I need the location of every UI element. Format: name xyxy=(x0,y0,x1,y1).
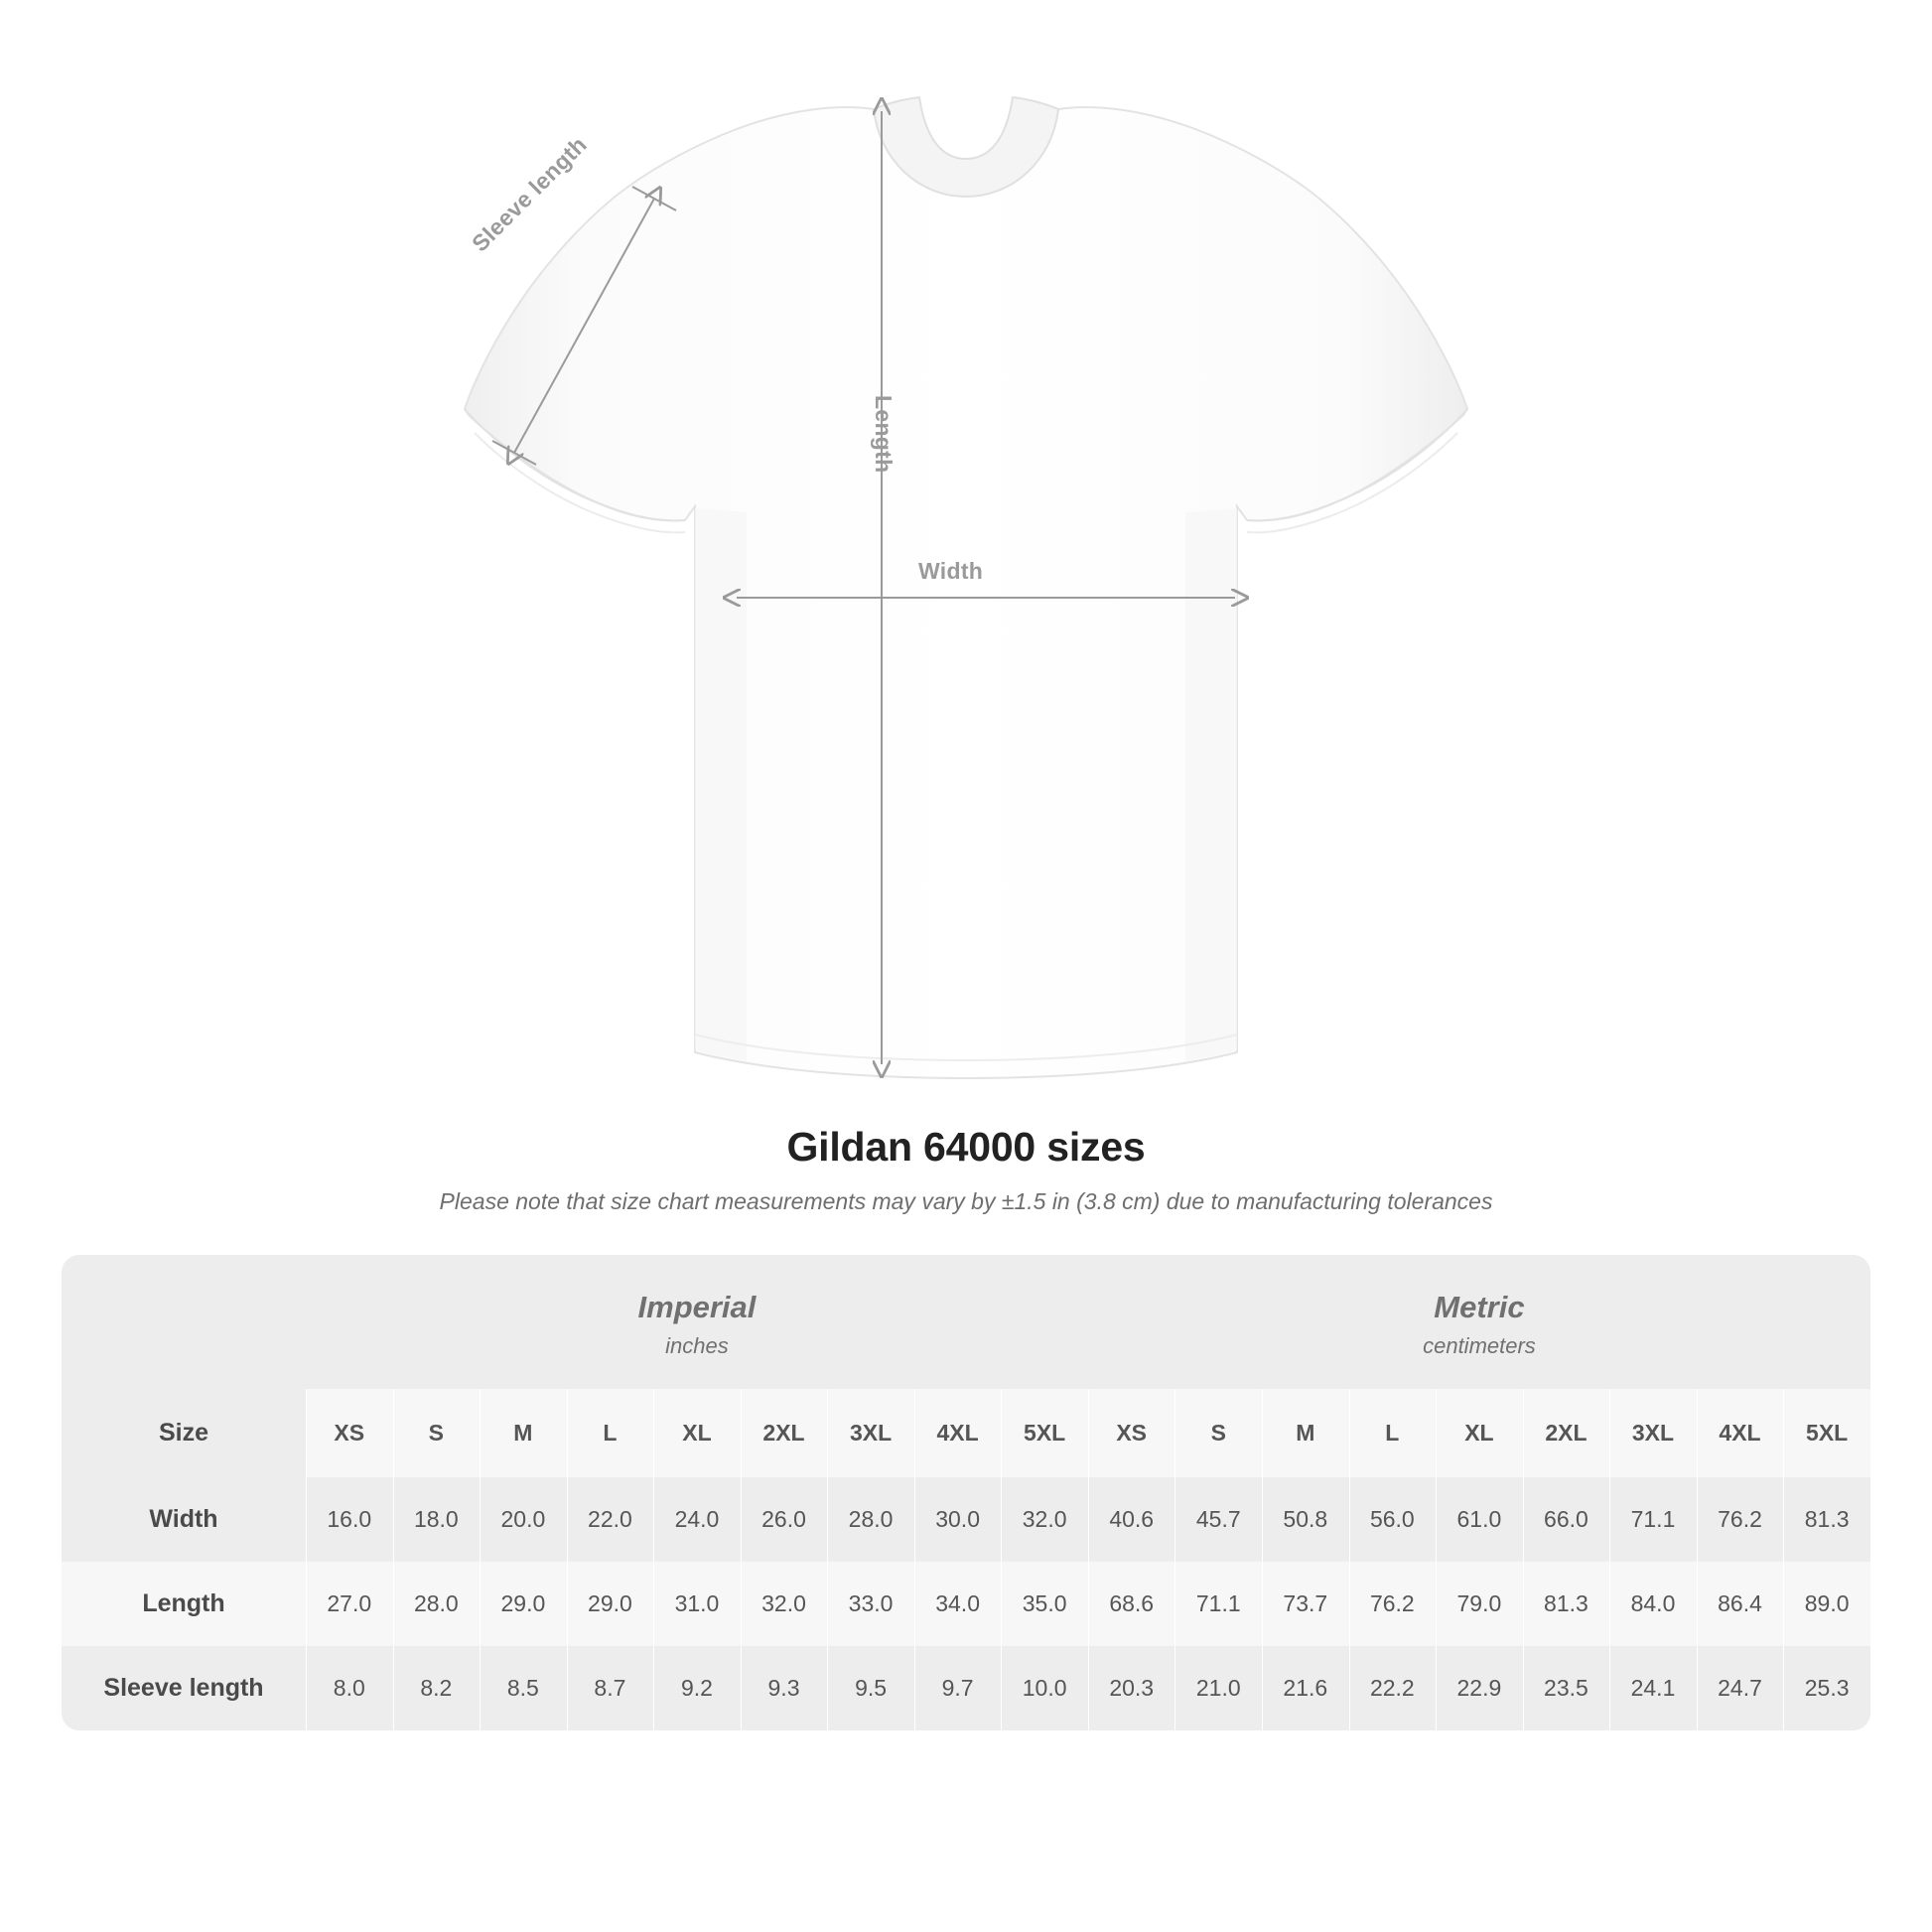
sleeve-cell-8: 10.0 xyxy=(1001,1646,1088,1730)
sleeve-cell-10: 21.0 xyxy=(1174,1646,1262,1730)
row-label-length: Length xyxy=(62,1562,306,1646)
size-header-cell-12: L xyxy=(1349,1389,1437,1477)
length-cell-13: 79.0 xyxy=(1436,1562,1523,1646)
width-dimension-label: Width xyxy=(918,558,984,584)
unit-group-imperial xyxy=(306,1255,1088,1389)
size-header-cell-3: L xyxy=(567,1389,654,1477)
unit-group-metric-sub: centimeters xyxy=(1423,1332,1536,1358)
size-table xyxy=(62,1255,1870,1730)
size-header-cell-2: M xyxy=(480,1389,567,1477)
size-header-cell-10: S xyxy=(1174,1389,1262,1477)
unit-header-row xyxy=(62,1255,1870,1389)
width-cell-1: 18.0 xyxy=(393,1477,481,1562)
width-cell-3: 22.0 xyxy=(567,1477,654,1562)
sleeve-cell-6: 9.5 xyxy=(827,1646,914,1730)
width-cell-8: 32.0 xyxy=(1001,1477,1088,1562)
sleeve-cell-12: 22.2 xyxy=(1349,1646,1437,1730)
width-cell-9: 40.6 xyxy=(1088,1477,1175,1562)
tolerance-note: Please note that size chart measurements may vary by ±1.5 in (3.8 cm) due to manufacturing tolerances xyxy=(439,1188,1493,1214)
length-cell-15: 84.0 xyxy=(1609,1562,1697,1646)
width-cell-10: 45.7 xyxy=(1174,1477,1262,1562)
width-cell-2: 20.0 xyxy=(480,1477,567,1562)
sleeve-cell-4: 9.2 xyxy=(653,1646,741,1730)
table-row-length xyxy=(62,1562,1870,1646)
size-header-cell-9: XS xyxy=(1088,1389,1175,1477)
length-cell-10: 71.1 xyxy=(1174,1562,1262,1646)
row-label-width: Width xyxy=(62,1477,306,1562)
size-header-cell-8: 5XL xyxy=(1001,1389,1088,1477)
sleeve-cell-17: 25.3 xyxy=(1783,1646,1870,1730)
width-cell-15: 71.1 xyxy=(1609,1477,1697,1562)
size-header-row xyxy=(62,1389,1870,1477)
length-cell-9: 68.6 xyxy=(1088,1562,1175,1646)
title-block xyxy=(0,1124,1932,1215)
sleeve-cell-2: 8.5 xyxy=(480,1646,567,1730)
sleeve-cell-16: 24.7 xyxy=(1697,1646,1784,1730)
unit-group-metric-name: Metric xyxy=(1434,1290,1525,1324)
sleeve-cell-7: 9.7 xyxy=(914,1646,1002,1730)
sleeve-cell-1: 8.2 xyxy=(393,1646,481,1730)
length-cell-6: 33.0 xyxy=(827,1562,914,1646)
sleeve-cell-0: 8.0 xyxy=(306,1646,393,1730)
size-header-cell-11: M xyxy=(1262,1389,1349,1477)
size-table-wrapper xyxy=(62,1255,1870,1730)
length-cell-8: 35.0 xyxy=(1001,1562,1088,1646)
size-header-cell-17: 5XL xyxy=(1783,1389,1870,1477)
length-cell-2: 29.0 xyxy=(480,1562,567,1646)
page-title: Gildan 64000 sizes xyxy=(786,1124,1146,1170)
length-dimension-label: Length xyxy=(871,395,897,474)
sleeve-cell-14: 23.5 xyxy=(1523,1646,1610,1730)
width-cell-17: 81.3 xyxy=(1783,1477,1870,1562)
size-header-cell-13: XL xyxy=(1436,1389,1523,1477)
unit-group-metric xyxy=(1088,1255,1870,1389)
length-cell-12: 76.2 xyxy=(1349,1562,1437,1646)
table-row-width xyxy=(62,1477,1870,1562)
unit-group-imperial-name: Imperial xyxy=(637,1290,757,1324)
size-header-cell-1: S xyxy=(393,1389,481,1477)
length-cell-11: 73.7 xyxy=(1262,1562,1349,1646)
length-cell-5: 32.0 xyxy=(741,1562,828,1646)
width-cell-16: 76.2 xyxy=(1697,1477,1784,1562)
sleeve-cell-3: 8.7 xyxy=(567,1646,654,1730)
length-cell-17: 89.0 xyxy=(1783,1562,1870,1646)
sleeve-cell-15: 24.1 xyxy=(1609,1646,1697,1730)
width-cell-4: 24.0 xyxy=(653,1477,741,1562)
size-header-cell-0: XS xyxy=(306,1389,393,1477)
size-header-cell-14: 2XL xyxy=(1523,1389,1610,1477)
width-cell-12: 56.0 xyxy=(1349,1477,1437,1562)
width-cell-14: 66.0 xyxy=(1523,1477,1610,1562)
width-cell-13: 61.0 xyxy=(1436,1477,1523,1562)
row-label-sleeve-length: Sleeve length xyxy=(62,1646,306,1730)
unit-group-imperial-sub: inches xyxy=(665,1332,729,1358)
sleeve-cell-11: 21.6 xyxy=(1262,1646,1349,1730)
size-header-cell-15: 3XL xyxy=(1609,1389,1697,1477)
sleeve-cell-9: 20.3 xyxy=(1088,1646,1175,1730)
width-cell-11: 50.8 xyxy=(1262,1477,1349,1562)
size-header-cell-4: XL xyxy=(653,1389,741,1477)
size-header-cell-5: 2XL xyxy=(741,1389,828,1477)
length-cell-7: 34.0 xyxy=(914,1562,1002,1646)
length-cell-1: 28.0 xyxy=(393,1562,481,1646)
sleeve-length-dimension-label: Sleeve length xyxy=(467,131,592,257)
sleeve-cell-13: 22.9 xyxy=(1436,1646,1523,1730)
length-cell-14: 81.3 xyxy=(1523,1562,1610,1646)
width-cell-5: 26.0 xyxy=(741,1477,828,1562)
length-cell-4: 31.0 xyxy=(653,1562,741,1646)
size-header-cell-16: 4XL xyxy=(1697,1389,1784,1477)
width-cell-7: 30.0 xyxy=(914,1477,1002,1562)
table-row-sleeve-length xyxy=(62,1646,1870,1730)
unit-corner-cell xyxy=(62,1255,306,1389)
size-header-cell-6: 3XL xyxy=(827,1389,914,1477)
tshirt-shape xyxy=(465,97,1467,1078)
size-header-cell-7: 4XL xyxy=(914,1389,1002,1477)
size-header-label: Size xyxy=(62,1389,306,1477)
width-cell-0: 16.0 xyxy=(306,1477,393,1562)
width-cell-6: 28.0 xyxy=(827,1477,914,1562)
sleeve-cell-5: 9.3 xyxy=(741,1646,828,1730)
length-cell-3: 29.0 xyxy=(567,1562,654,1646)
length-cell-0: 27.0 xyxy=(306,1562,393,1646)
length-cell-16: 86.4 xyxy=(1697,1562,1784,1646)
